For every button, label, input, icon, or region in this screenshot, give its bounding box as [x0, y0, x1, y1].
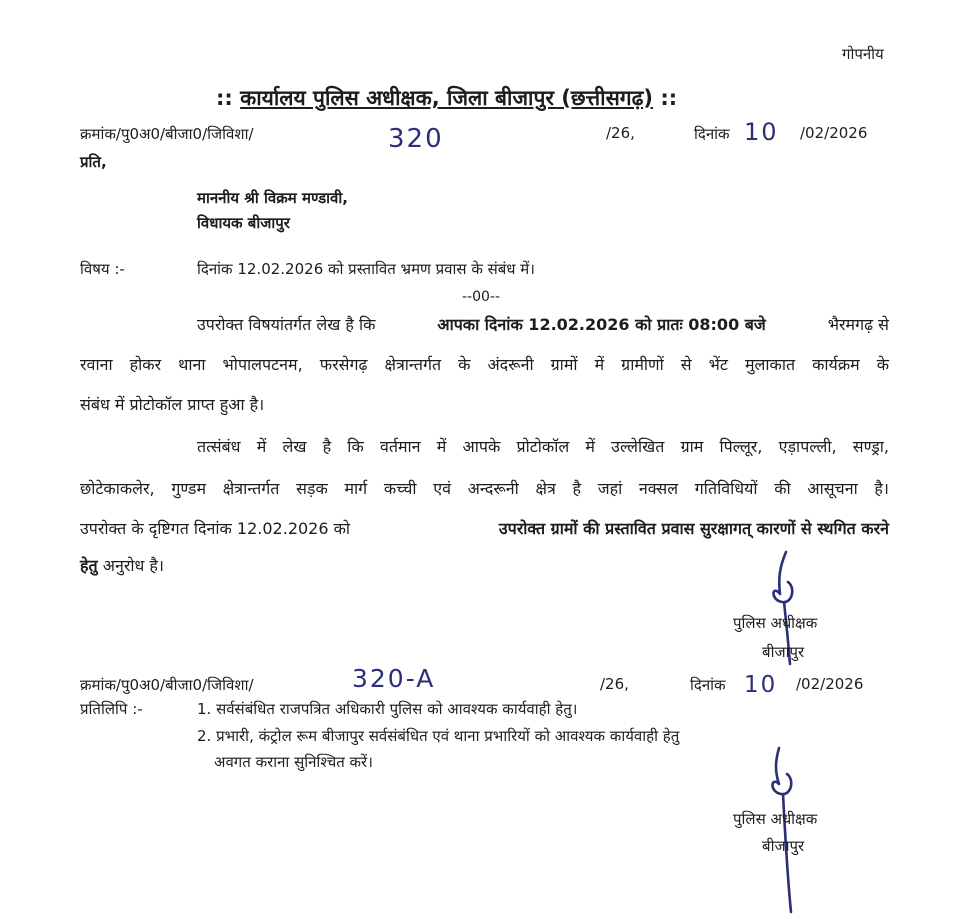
ref1-number-handwritten: 320 [388, 124, 444, 154]
signature1-district: बीजापुर [762, 643, 805, 661]
recipient-name: माननीय श्री विक्रम मण्डावी, [197, 189, 348, 207]
signature1-designation: पुलिस अधीक्षक [733, 614, 818, 632]
para1-line1 [197, 317, 889, 333]
subject-label: विषय :- [80, 260, 125, 278]
header-prefix: :: [216, 86, 233, 110]
para2-line1: तत्संबंध में लेख है कि वर्तमान में आपके प्रोटोकॉल में उल्लेखित ग्राम पिल्लूर, एड़ापल्ली, सण्ड्रा, [197, 437, 889, 456]
para1-line3: संबंध में प्रोटोकॉल प्राप्त हुआ है। [80, 395, 265, 414]
signature2-designation: पुलिस अधीक्षक [733, 810, 818, 828]
header-title: कार्यालय पुलिस अधीक्षक, जिला बीजापुर (छत्तीसगढ़) [240, 86, 654, 110]
para1-line1-part-c: भैरमगढ़ से [827, 315, 889, 334]
para1-line2: रवाना होकर थाना भोपालपटनम, फरसेगढ़ क्षेत्रान्तर्गत के अंदरूनी ग्रामों में ग्रामीणों से भेंट मुलाकात कार्यक्रम के [80, 355, 889, 374]
ref2-number-handwritten: 320-A [352, 664, 436, 693]
copy-item-2-line2: अवगत कराना सुनिश्चित करें। [214, 753, 373, 771]
ref2-label: क्रमांक/पु0अ0/बीजा0/जिविशा/ [80, 676, 254, 694]
copy-item-2-line1: 2. प्रभारी, कंट्रोल रूम बीजापुर सर्वसंबंधित एवं थाना प्रभारियों को आवश्यक कार्यवाही हेतु [197, 727, 680, 745]
office-header [216, 84, 677, 112]
ref1-date-label: दिनांक [694, 125, 730, 143]
ref1-day-handwritten: 10 [744, 118, 779, 146]
para1-line1-part-b: आपका दिनांक 12.02.2026 को प्रातः 08:00 बजे [437, 315, 766, 334]
copy-item-1: 1. सर्वसंबंधित राजपत्रित अधिकारी पुलिस को आवश्यक कार्यवाही हेतु। [197, 700, 578, 718]
ref1-year: /26, [606, 124, 635, 142]
ref2-date-rest: /02/2026 [796, 675, 864, 693]
para2-line3-part-a: उपरोक्त के दृष्टिगत दिनांक 12.02.2026 को [80, 519, 351, 538]
para1-line1-part-a: उपरोक्त विषयांतर्गत लेख है कि [197, 315, 376, 334]
to-prefix: प्रति, [80, 153, 107, 171]
para2-line3 [80, 521, 889, 537]
handwritten-signature-2 [745, 742, 815, 917]
para2-line4-part-a: हेतु [80, 556, 98, 575]
classification-label: गोपनीय [842, 45, 884, 63]
ref1-date-rest: /02/2026 [800, 124, 868, 142]
ref1-label: क्रमांक/पु0अ0/बीजा0/जिविशा/ [80, 125, 254, 143]
para2-line2: छोटेकाकलेर, गुण्डम क्षेत्रान्तर्गत सड़क मार्ग कच्ची एवं अन्दरूनी क्षेत्र है जहां नक्सल गतिविधियों की आसूचना है। [80, 479, 889, 498]
signature2-district: बीजापुर [762, 837, 805, 855]
para2-line4-part-b: अनुरोध है। [102, 556, 164, 575]
ref2-day-handwritten: 10 [744, 672, 778, 698]
subject-text: दिनांक 12.02.2026 को प्रस्तावित भ्रमण प्रवास के संबंध में। [197, 260, 535, 278]
header-suffix: :: [660, 86, 678, 110]
copy-label: प्रतिलिपि :- [80, 700, 143, 718]
recipient-designation: विधायक बीजापुर [197, 214, 290, 232]
para2-line3-part-b: उपरोक्त ग्रामों की प्रस्तावित प्रवास सुरक्षागत् कारणों से स्थगित करने [498, 519, 889, 538]
ref2-year: /26, [600, 675, 629, 693]
separator: --00-- [462, 289, 501, 305]
ref2-date-label: दिनांक [690, 676, 726, 694]
para2-line4 [80, 558, 164, 574]
